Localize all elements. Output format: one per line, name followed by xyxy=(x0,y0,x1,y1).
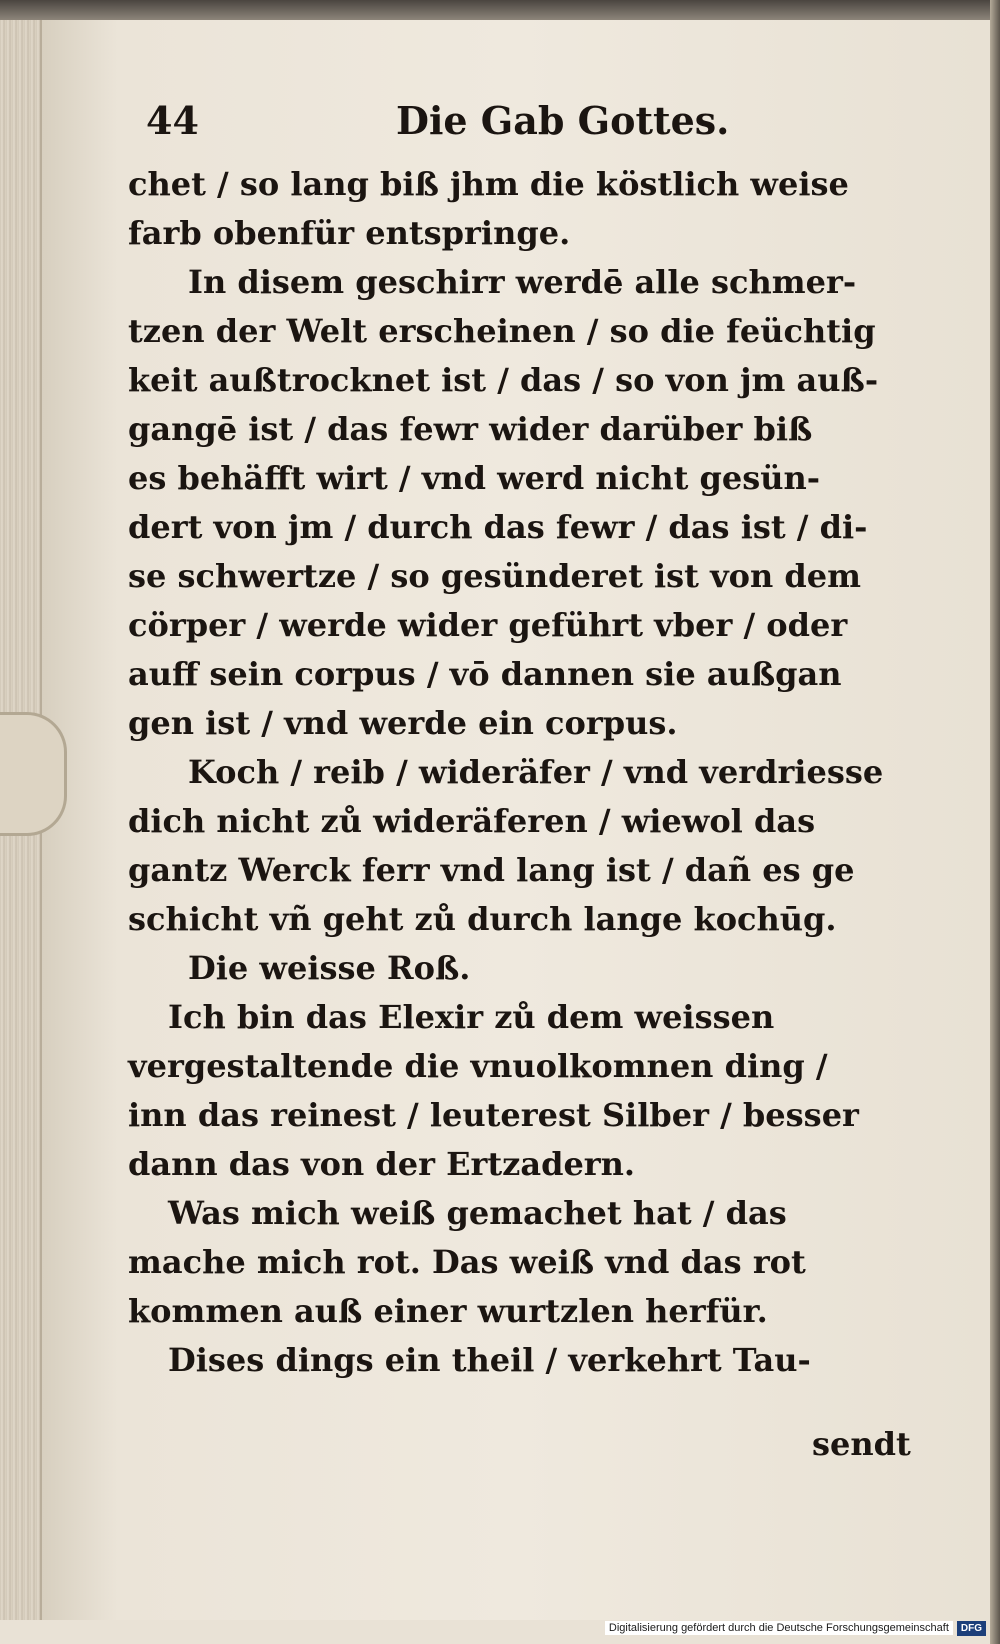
text-line: se schwertze / so gesünderet ist von dem xyxy=(128,557,862,595)
text-line: chet / so lang biß jhm die köstlich weise xyxy=(128,165,849,203)
text-line: keit außtrocknet ist / das / so von jm auß- xyxy=(128,361,879,399)
page-number: 44 xyxy=(146,98,199,143)
text-line: mache mich rot. Das weiß vnd das rot xyxy=(128,1243,806,1281)
text-line: cörper / werde wider geführt vber / oder xyxy=(128,606,848,644)
funding-note: Digitalisierung gefördert durch die Deutsche Forschungsgemeinschaft xyxy=(605,1621,953,1635)
text-line: Ich bin das Elexir zů dem weissen xyxy=(168,998,775,1036)
text-line: dich nicht zů wideräferen / wiewol das xyxy=(128,802,816,840)
text-line: dann das von der Ertzadern. xyxy=(128,1145,636,1183)
text-line: es behäfft wirt / vnd werd nicht gesün- xyxy=(128,459,821,497)
text-line: gangē ist / das fewr wider darüber biß xyxy=(128,410,813,448)
text-line: Was mich weiß gemachet hat / das xyxy=(168,1194,787,1232)
text-line: dert von jm / durch das fewr / das ist / di- xyxy=(128,508,868,546)
book-right-edge xyxy=(990,0,1000,1644)
text-line: tzen der Welt erscheinen / so die feüchtig xyxy=(128,312,876,350)
text-line: inn das reinest / leuterest Silber / besser xyxy=(128,1096,859,1134)
book-page xyxy=(42,20,990,1620)
text-line: Dises dings ein theil / verkehrt Tau- xyxy=(168,1341,811,1379)
text-line: vergestaltende die vnuolkomnen ding / xyxy=(128,1047,828,1085)
body-text xyxy=(128,160,954,1385)
text-line: Koch / reib / wideräfer / vnd verdriesse xyxy=(188,753,884,791)
section-heading: Die weisse Roß. xyxy=(188,949,471,987)
page-clip-marker xyxy=(0,712,67,836)
footer xyxy=(605,1618,986,1638)
catchword: sendt xyxy=(812,1425,911,1463)
text-line: schicht vñ geht zů durch lange kochūg. xyxy=(128,900,837,938)
page-header xyxy=(146,98,886,158)
running-head: Die Gab Gottes. xyxy=(396,98,730,143)
text-line: In disem geschirr werdē alle schmer- xyxy=(188,263,857,301)
text-line: gen ist / vnd werde ein corpus. xyxy=(128,704,678,742)
text-line: auff sein corpus / vō dannen sie außgan xyxy=(128,655,842,693)
book-top-edge xyxy=(0,0,1000,20)
text-line: farb obenfür entspringe. xyxy=(128,214,571,252)
text-line: kommen auß einer wurtzlen herfür. xyxy=(128,1292,768,1330)
text-line: gantz Werck ferr vnd lang ist / dañ es ge xyxy=(128,851,855,889)
dfg-logo-icon: DFG xyxy=(957,1621,986,1636)
